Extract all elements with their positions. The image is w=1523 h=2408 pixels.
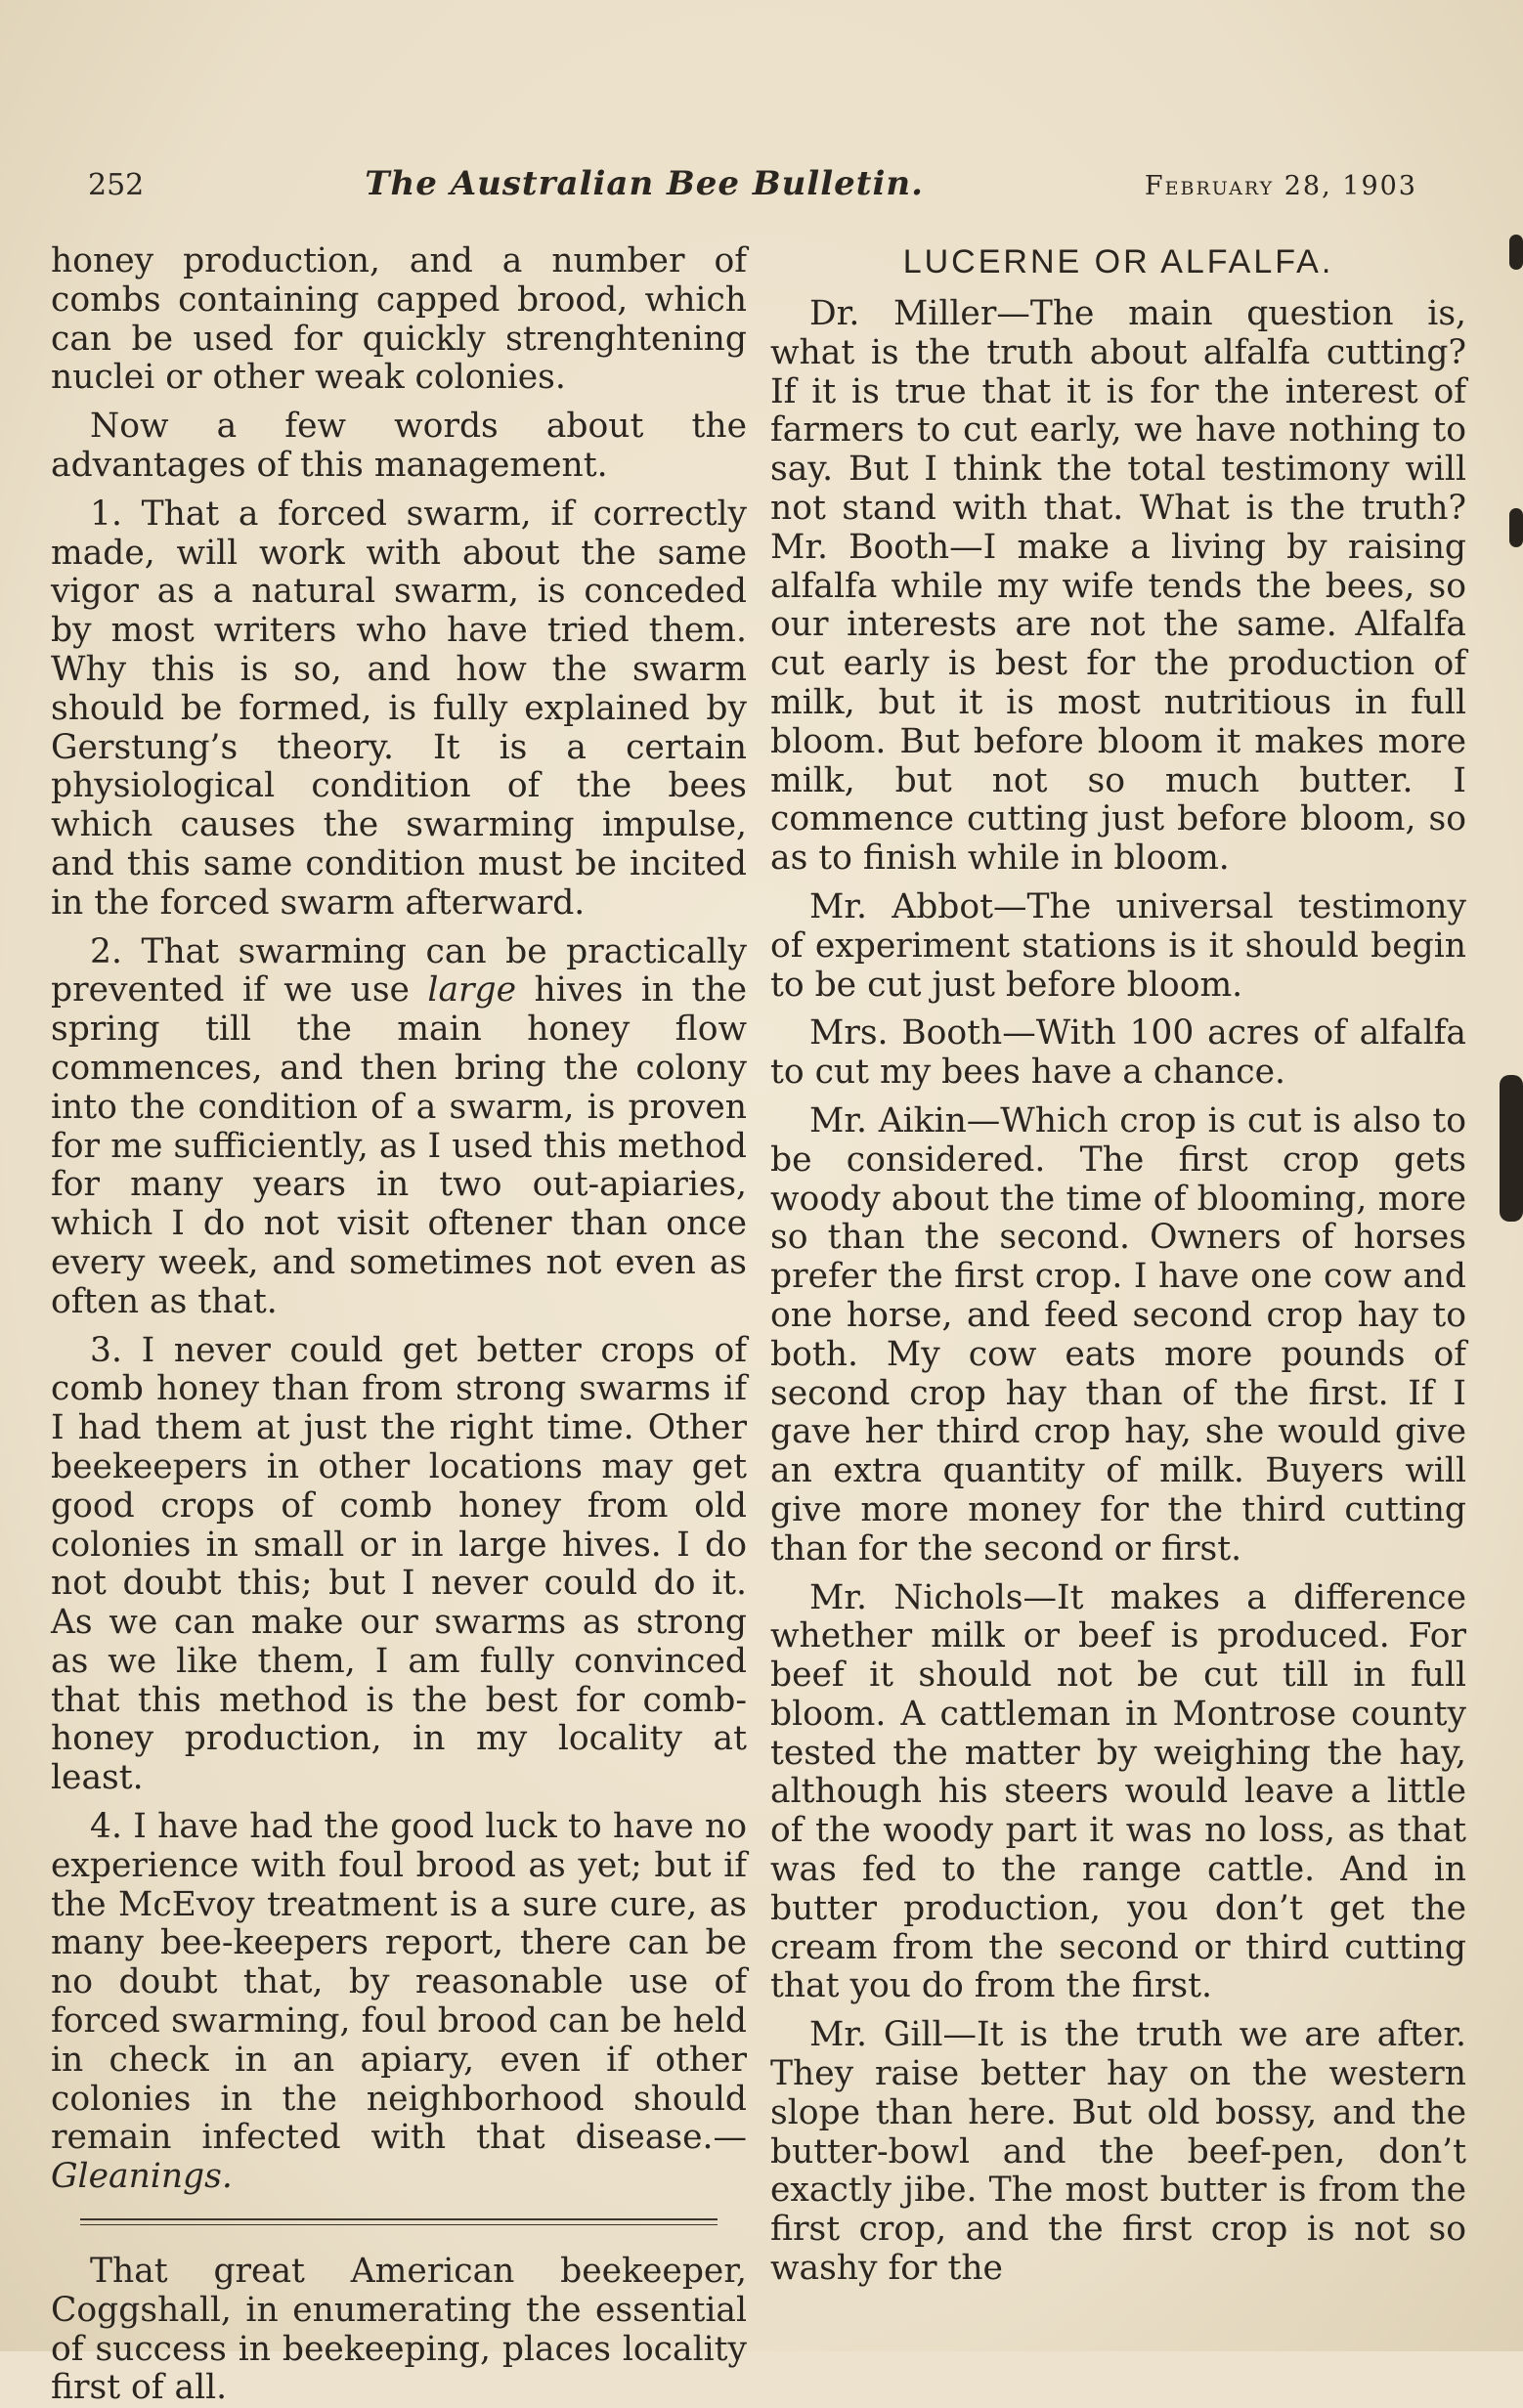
paragraph-point-1: 1. That a forced swarm, if correctly made, will work with about the same vigor as a natural swarm, is conceded by most writers who have tried them. Why this is so, and how the swarm should be formed, is fully explained by Gerstung’s theory. It is a certain physiological condition of the bees which causes the swarming impulse, and this same condition must be incited in the forced swarm afterward. [51, 494, 747, 923]
source-signoff: Gleanings. [51, 2157, 233, 2197]
page-edge-damage [1500, 1075, 1523, 1222]
paragraph-coggshall: That great American beekeeper, Coggshall, in enumerating the essential of success in beekeeping, places locality first of all. [51, 2252, 747, 2408]
point-2-emphasis: large [427, 970, 517, 1010]
section-title: LUCERNE OR ALFALFA. [902, 243, 1334, 280]
paragraph-point-3: 3. I never could get better crops of comb honey than from strong swarms if I had them at just the right time. Other beekeepers in other locations may get good crops of comb honey from old colonies in small or in large hives. I do not doubt this; but I never could do it. As we can make our swarms as strong as we like them, I am fully convinced that this method is the best for comb-honey production, in my locality at least. [51, 1330, 747, 1798]
left-column [51, 241, 748, 2408]
paragraph-gill: Mr. Gill—It is the truth we are after. They raise better hay on the western slope than here. But old bossy, and the butter-bowl and the beef-pen, don’t exactly jibe. The most butter is from the first crop, and the first crop is not so washy for the [770, 2015, 1466, 2289]
paragraph-mrs-booth: Mrs. Booth—With 100 acres of alfalfa to cut my bees have a chance. [770, 1013, 1466, 1093]
paragraph-advantages-intro: Now a few words about the advantages of this management. [51, 407, 747, 485]
right-column [770, 242, 1466, 2289]
paragraph-continued: honey production, and a number of combs containing capped brood, which can be used for quickly strenghtening nuclei or other weak colonies. [51, 241, 747, 398]
paragraph-miller-booth: Dr. Miller—The main question is, what is the truth about alfalfa cutting? If it is true that it is for the interest of farmers to cut early, we have nothing to say. But I think the total testimony will not stand with that. What is the truth? Mr. Booth—I make a living by raising alfalfa while my wife tends the bees, so our interests are not the same. Alfalfa cut early is best for the production of milk, but it is most nutritious in full bloom. But before bloom it makes more milk, but not so much butter. I commence cutting just before bloom, so as to finish while in bloom. [770, 294, 1466, 879]
point-4-text: 4. I have had the good luck to have no experience with foul brood as yet; but if the McEvoy treatment is a sure cure, as many bee-keepers report, there can be no doubt that, by reasonable use of forced swarming, foul brood can be held in check in an apiary, even if other colonies in the neighborhood should remain infected with that disease.— [51, 1807, 747, 2158]
paragraph-abbot: Mr. Abbot—The universal testimony of experiment stations is it should begin to be cut just before bloom. [770, 886, 1466, 1005]
paragraph-point-4 [51, 1808, 747, 2197]
section-divider [80, 2218, 718, 2225]
running-header [88, 164, 1417, 211]
paragraph-nichols: Mr. Nichols—It makes a difference whether milk or beef is produced. For beef it should not be cut till in full bloom. A cattleman in Montrose county tested the matter by weighing the hay, although his steers would leave a little of the woody part it was no loss, as that was fed to the range cattle. And in butter production, you don’t get the cream from the second or third cutting that you do from the first. [770, 1577, 1466, 2006]
page-number: 252 [88, 168, 145, 202]
issue-date: February 28, 1903 [1144, 171, 1417, 201]
paragraph-point-2 [51, 933, 747, 1322]
page-edge-damage [1509, 508, 1523, 547]
page-edge-damage [1509, 235, 1523, 270]
point-2-text-b: hives in the spring till the main honey flow commences, and then bring the colony into the condition of a swarm, is proven for me sufficiently, as I used this method for many years in two out-apiaries, which I do not visit oftener than once every week, and sometimes not even as often as that. [51, 970, 748, 1321]
journal-title: The Australian Bee Bulletin. [365, 164, 924, 203]
paragraph-aikin: Mr. Aikin—Which crop is cut is also to be considered. The first crop gets woody about the time of blooming, more so than the second. Owners of horses prefer the first crop. I have one cow and one horse, and feed second crop hay to both. My cow eats more pounds of second crop hay than of the first. If I gave her third crop hay, she would give an extra quantity of milk. Buyers will give more money for the third cutting than for the second or first. [770, 1100, 1466, 1569]
point-2-text-a: 2. That swarming can be practically prevented if we use [51, 931, 747, 1010]
